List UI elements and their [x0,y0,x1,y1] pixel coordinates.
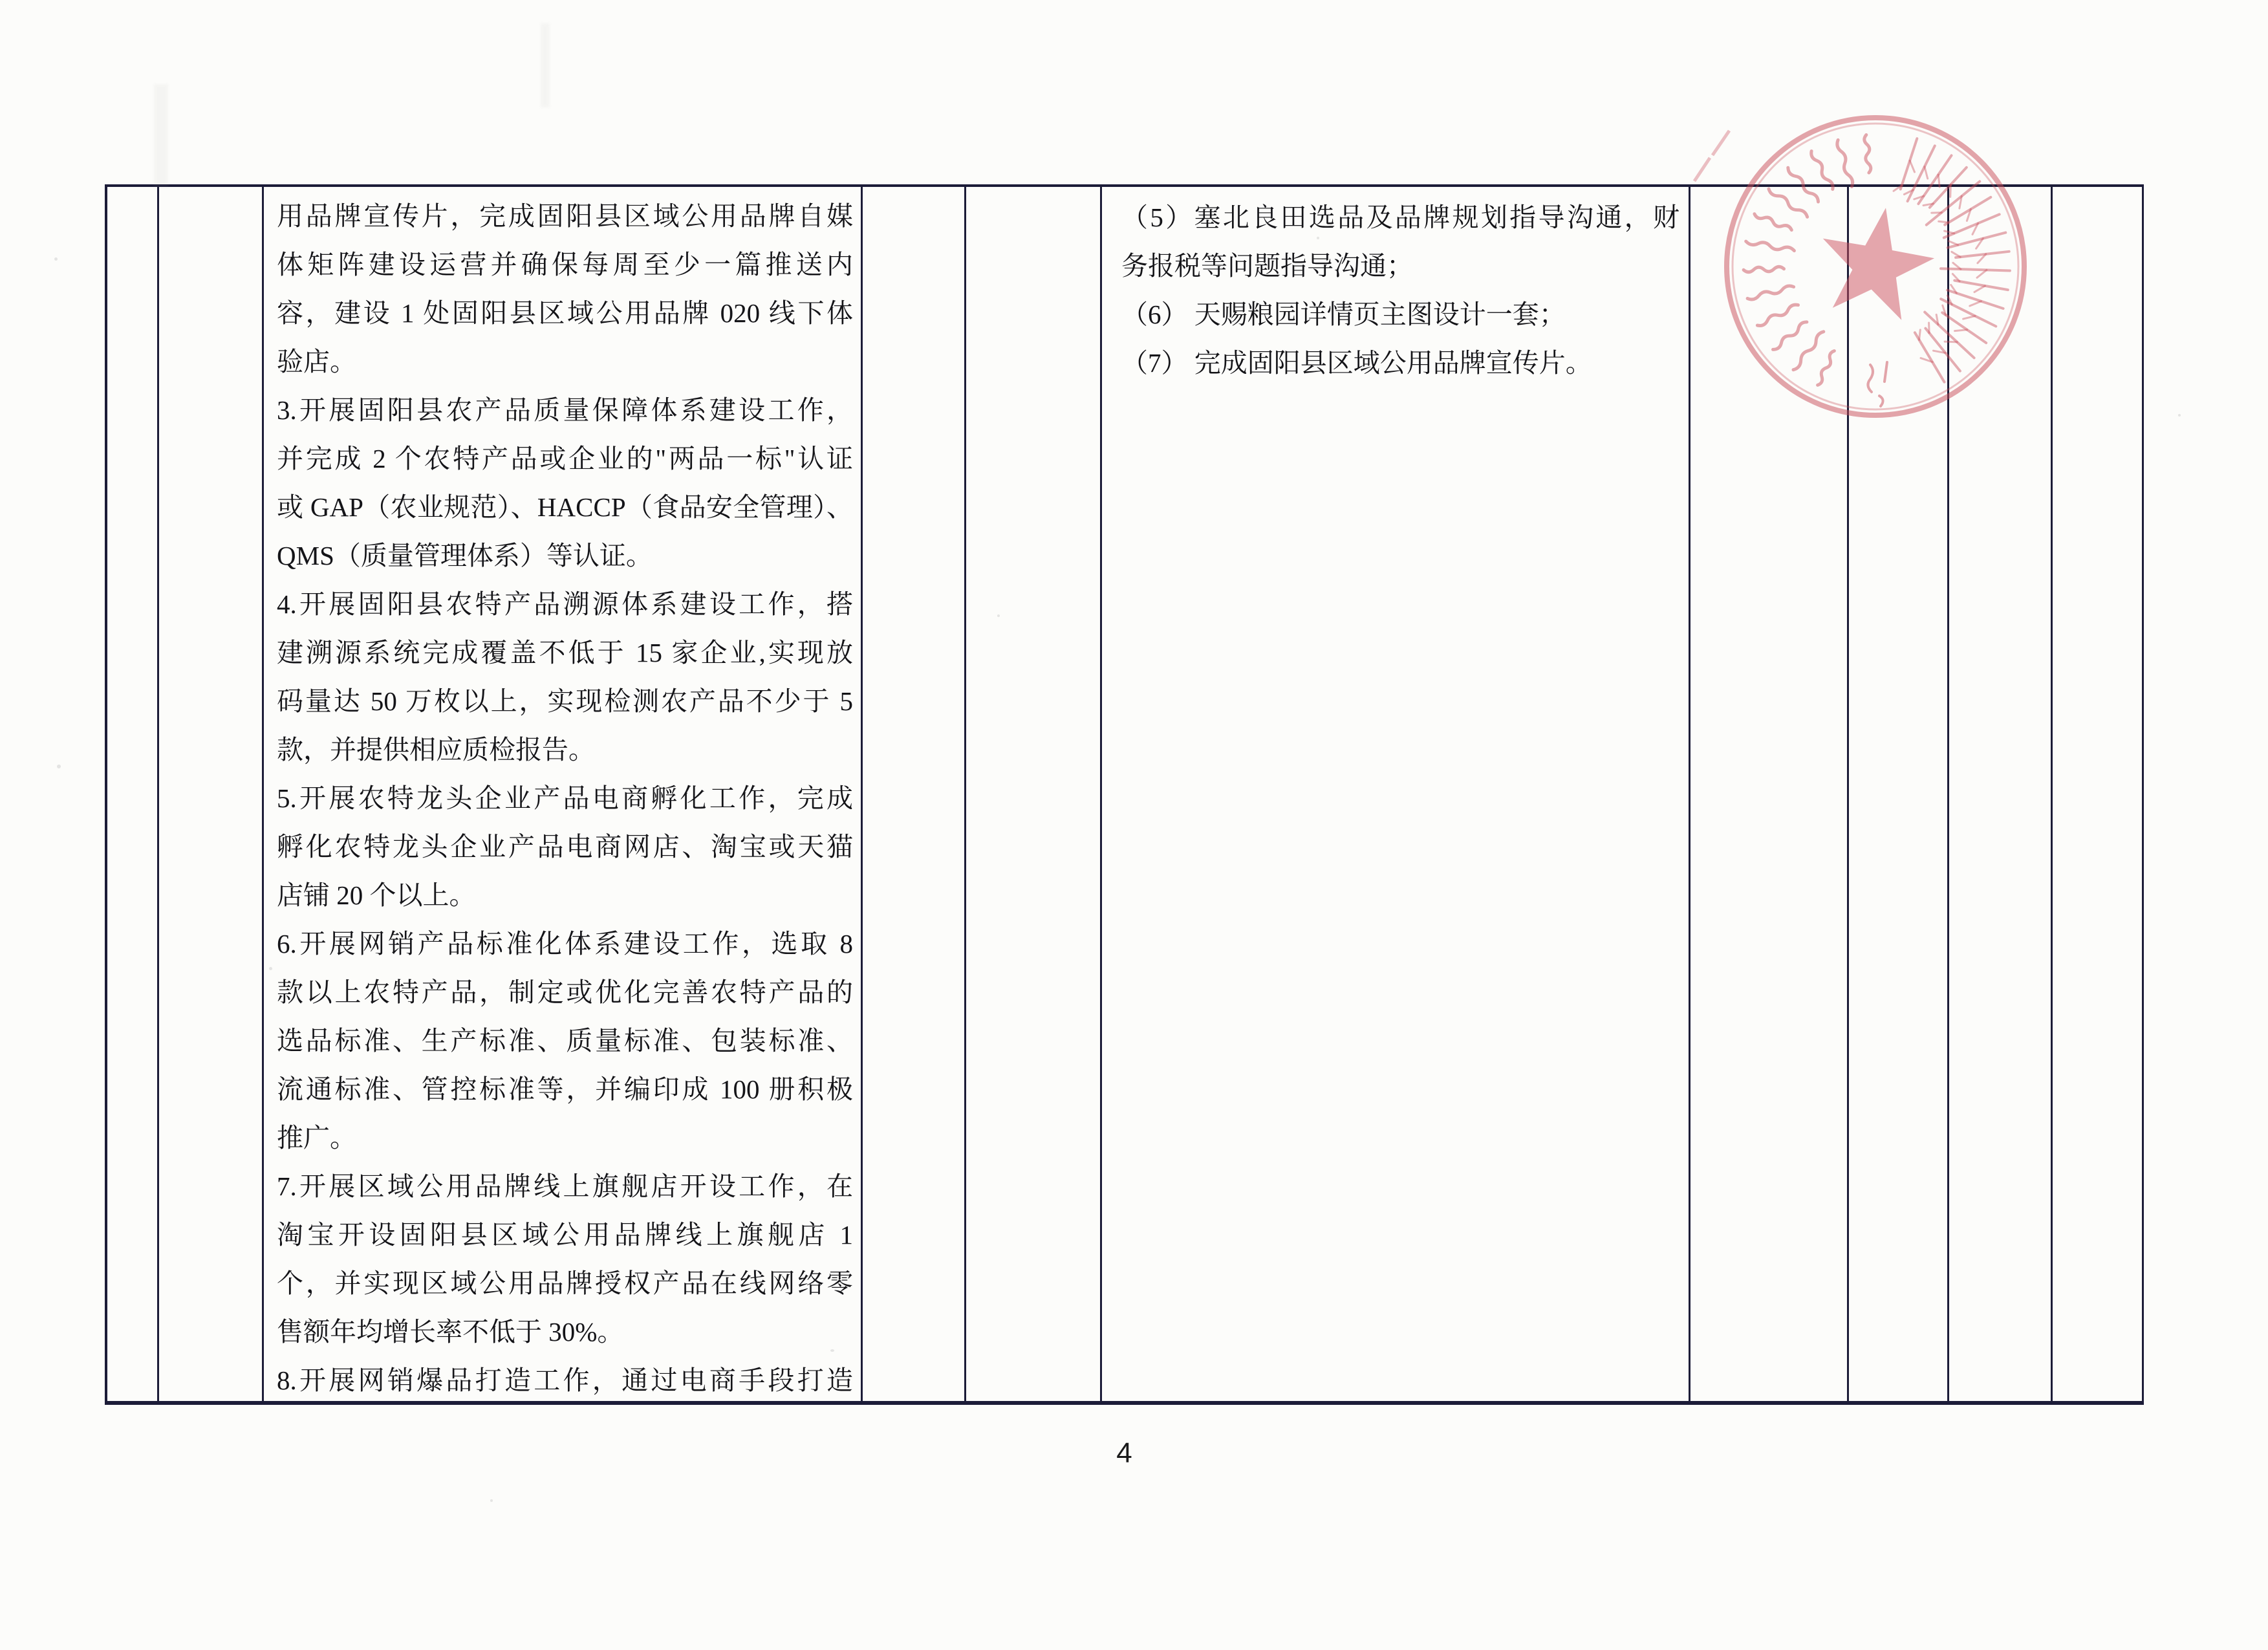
scan-speckle [1317,237,1319,239]
text-line: 个，并实现区域公用品牌授权产品在线网络零 [277,1268,853,1298]
text-line: 淘宝开设固阳县区域公用品牌线上旗舰店 1 [277,1220,853,1250]
text-line: 体矩阵建设运营并确保每周至少一篇推送内 [277,250,853,279]
text-line: QMS（质量管理体系）等认证。 [277,541,653,570]
text-line: 验店。 [277,347,356,376]
text-line: 3.开展固阳县农产品质量保障体系建设工作， [277,395,853,425]
text-line: 款以上农特产品，制定或优化完善农特产品的 [277,977,853,1007]
scan-streak [154,84,168,188]
text-line: 流通标准、管控标准等，并编印成 100 册积极 [277,1074,853,1104]
text-line: （5）塞北良田选品及品牌规划指导沟通，财 [1121,202,1679,232]
text-line: 推广。 [277,1123,356,1153]
text-line: 容，建设 1 处固阳县区域公用品牌 020 线下体 [277,298,853,328]
task-content-text [264,187,861,1401]
text-line: 售额年均增长率不低于 30%。 [277,1317,624,1347]
scan-speckle [997,614,1000,617]
table-cell-empty-2 [159,187,264,1401]
text-line: 并完成 2 个农特产品或企业的"两品一标"认证 [277,444,853,473]
text-line: 或 GAP（农业规范）、HACCP（食品安全管理）、 [277,492,853,522]
text-line: 店铺 20 个以上。 [277,880,476,910]
scan-speckle [830,1349,834,1352]
table-cell-empty-4 [966,187,1102,1401]
table-cell-empty-7 [1949,187,2053,1401]
seal-ghost-marks [1694,131,1729,181]
text-line: 8.开展网销爆品打造工作，通过电商手段打造 [277,1365,853,1395]
text-line: 孵化农特龙头企业产品电商网店、淘宝或天猫 [277,832,853,862]
text-line: 码量达 50 万枚以上，实现检测农产品不少于 5 [277,686,853,716]
scan-speckle [2178,414,2181,417]
table-cell-empty-8 [2053,187,2146,1401]
continuation-table [105,184,2144,1405]
text-line: 4.开展固阳县农特产品溯源体系建设工作，搭 [277,589,853,619]
text-line: 5.开展农特龙头企业产品电商孵化工作，完成 [277,783,853,813]
text-line: 款，并提供相应质检报告。 [277,735,595,765]
text-line: （6） 天赐粮园详情页主图设计一套； [1121,299,1566,329]
text-line: 6.开展网销产品标准化体系建设工作，选取 8 [277,929,853,959]
text-line: 7.开展区域公用品牌线上旗舰店开设工作，在 [277,1171,853,1201]
table-cell-task-content [264,187,863,1401]
progress-content-text [1102,187,1689,387]
text-line: 建溯源系统完成覆盖不低于 15 家企业,实现放 [277,638,853,668]
text-line: 务报税等问题指导沟通； [1121,251,1413,281]
table-cell-empty-1 [107,187,159,1401]
table-cell-progress-content [1102,187,1690,1401]
text-line: 用品牌宣传片，完成固阳县区域公用品牌自媒 [277,201,853,231]
text-line: 选品标准、生产标准、质量标准、包装标准、 [277,1026,853,1056]
scan-speckle [57,765,61,768]
scan-speckle [54,257,58,261]
table-cell-empty-3 [863,187,966,1401]
table-cell-empty-6 [1849,187,1949,1401]
table-cell-empty-5 [1690,187,1849,1401]
text-line: （7） 完成固阳县区域公用品牌宣传片。 [1121,348,1592,378]
page-number: 4 [1116,1437,1132,1469]
scan-streak [541,23,550,107]
scan-speckle [269,967,272,970]
scan-speckle [490,1499,493,1502]
